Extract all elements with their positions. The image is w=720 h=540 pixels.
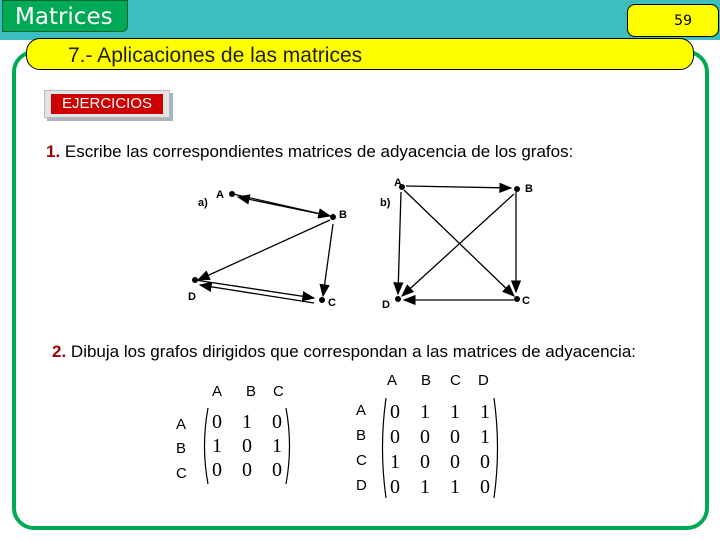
graph-a-node-c: C	[328, 297, 336, 309]
exercises-badge	[44, 90, 170, 118]
matrix-1-cells	[212, 411, 282, 481]
exercise-2	[52, 342, 636, 362]
matrix-cell: 1	[450, 476, 460, 498]
matrix-cell: 0	[450, 451, 460, 473]
graph-b-node-c: C	[522, 295, 530, 307]
m1-col-a: A	[212, 383, 223, 400]
exercise-1	[46, 142, 573, 162]
m2-col-a: A	[387, 372, 398, 389]
m2-row-d: D	[356, 477, 367, 494]
m2-col-c: C	[450, 372, 461, 389]
graph-a	[190, 180, 360, 310]
m2-row-a: A	[356, 402, 367, 419]
exercises-badge-label: EJERCICIOS	[51, 94, 163, 114]
m2-col-d: D	[478, 372, 489, 389]
graph-b-node-b: B	[525, 183, 533, 195]
matrix-cell: 0	[272, 411, 282, 433]
app-title: Matrices	[2, 0, 128, 32]
matrix-2-cells	[390, 401, 490, 498]
matrix-cell: 1	[212, 435, 222, 457]
graph-a-node-a: A	[216, 189, 224, 201]
graph-a-label: a)	[198, 197, 208, 209]
matrix-cell: 1	[242, 411, 252, 433]
m2-row-c: C	[356, 452, 367, 469]
matrix-cell: 0	[480, 451, 490, 473]
exercise-1-text: Escribe las correspondientes matrices de adyacencia de los grafos:	[64, 142, 574, 161]
matrix-cell: 0	[420, 451, 430, 473]
m1-col-b: B	[246, 383, 257, 400]
matrix-cell: 0	[272, 459, 282, 481]
adjacency-matrix-2	[378, 396, 502, 500]
matrix-cell: 1	[420, 401, 430, 423]
matrix-cell: 0	[212, 459, 222, 481]
matrix-cell: 1	[420, 476, 430, 498]
section-title: 7.- Aplicaciones de las matrices	[68, 44, 363, 67]
graph-b-node-a: A	[394, 177, 402, 189]
matrix-cell: 0	[420, 426, 430, 448]
exercise-2-text: Dibuja los grafos dirigidos que correspondan a las matrices de adyacencia:	[70, 342, 637, 361]
matrix-cell: 0	[390, 401, 400, 423]
matrix-cell: 0	[450, 426, 460, 448]
m1-row-b: B	[176, 440, 187, 457]
exercise-2-number: 2.	[52, 342, 67, 361]
graph-b	[376, 174, 546, 314]
graph-b-label: b)	[380, 197, 391, 209]
matrix-cell: 0	[212, 411, 222, 433]
graph-a-node-d: D	[188, 291, 196, 303]
matrix-cell: 1	[450, 401, 460, 423]
page-number: 59	[627, 4, 719, 37]
matrix-cell: 0	[242, 459, 252, 481]
matrix-cell: 1	[480, 426, 490, 448]
graph-a-node-b: B	[339, 209, 347, 221]
graph-b-node-d: D	[382, 299, 390, 311]
matrix-cell: 0	[390, 476, 400, 498]
matrix-cell: 1	[480, 401, 490, 423]
matrix-cell: 0	[480, 476, 490, 498]
m1-row-c: C	[176, 465, 187, 482]
m2-row-b: B	[356, 427, 367, 444]
adjacency-matrix-1	[200, 406, 294, 486]
matrix-cell: 0	[242, 435, 252, 457]
exercise-1-number: 1.	[46, 142, 61, 161]
matrix-cell: 1	[390, 451, 400, 473]
m1-row-a: A	[176, 416, 187, 433]
matrix-cell: 0	[390, 426, 400, 448]
m2-col-b: B	[421, 372, 432, 389]
m1-col-c: C	[273, 383, 284, 400]
matrix-cell: 1	[272, 435, 282, 457]
